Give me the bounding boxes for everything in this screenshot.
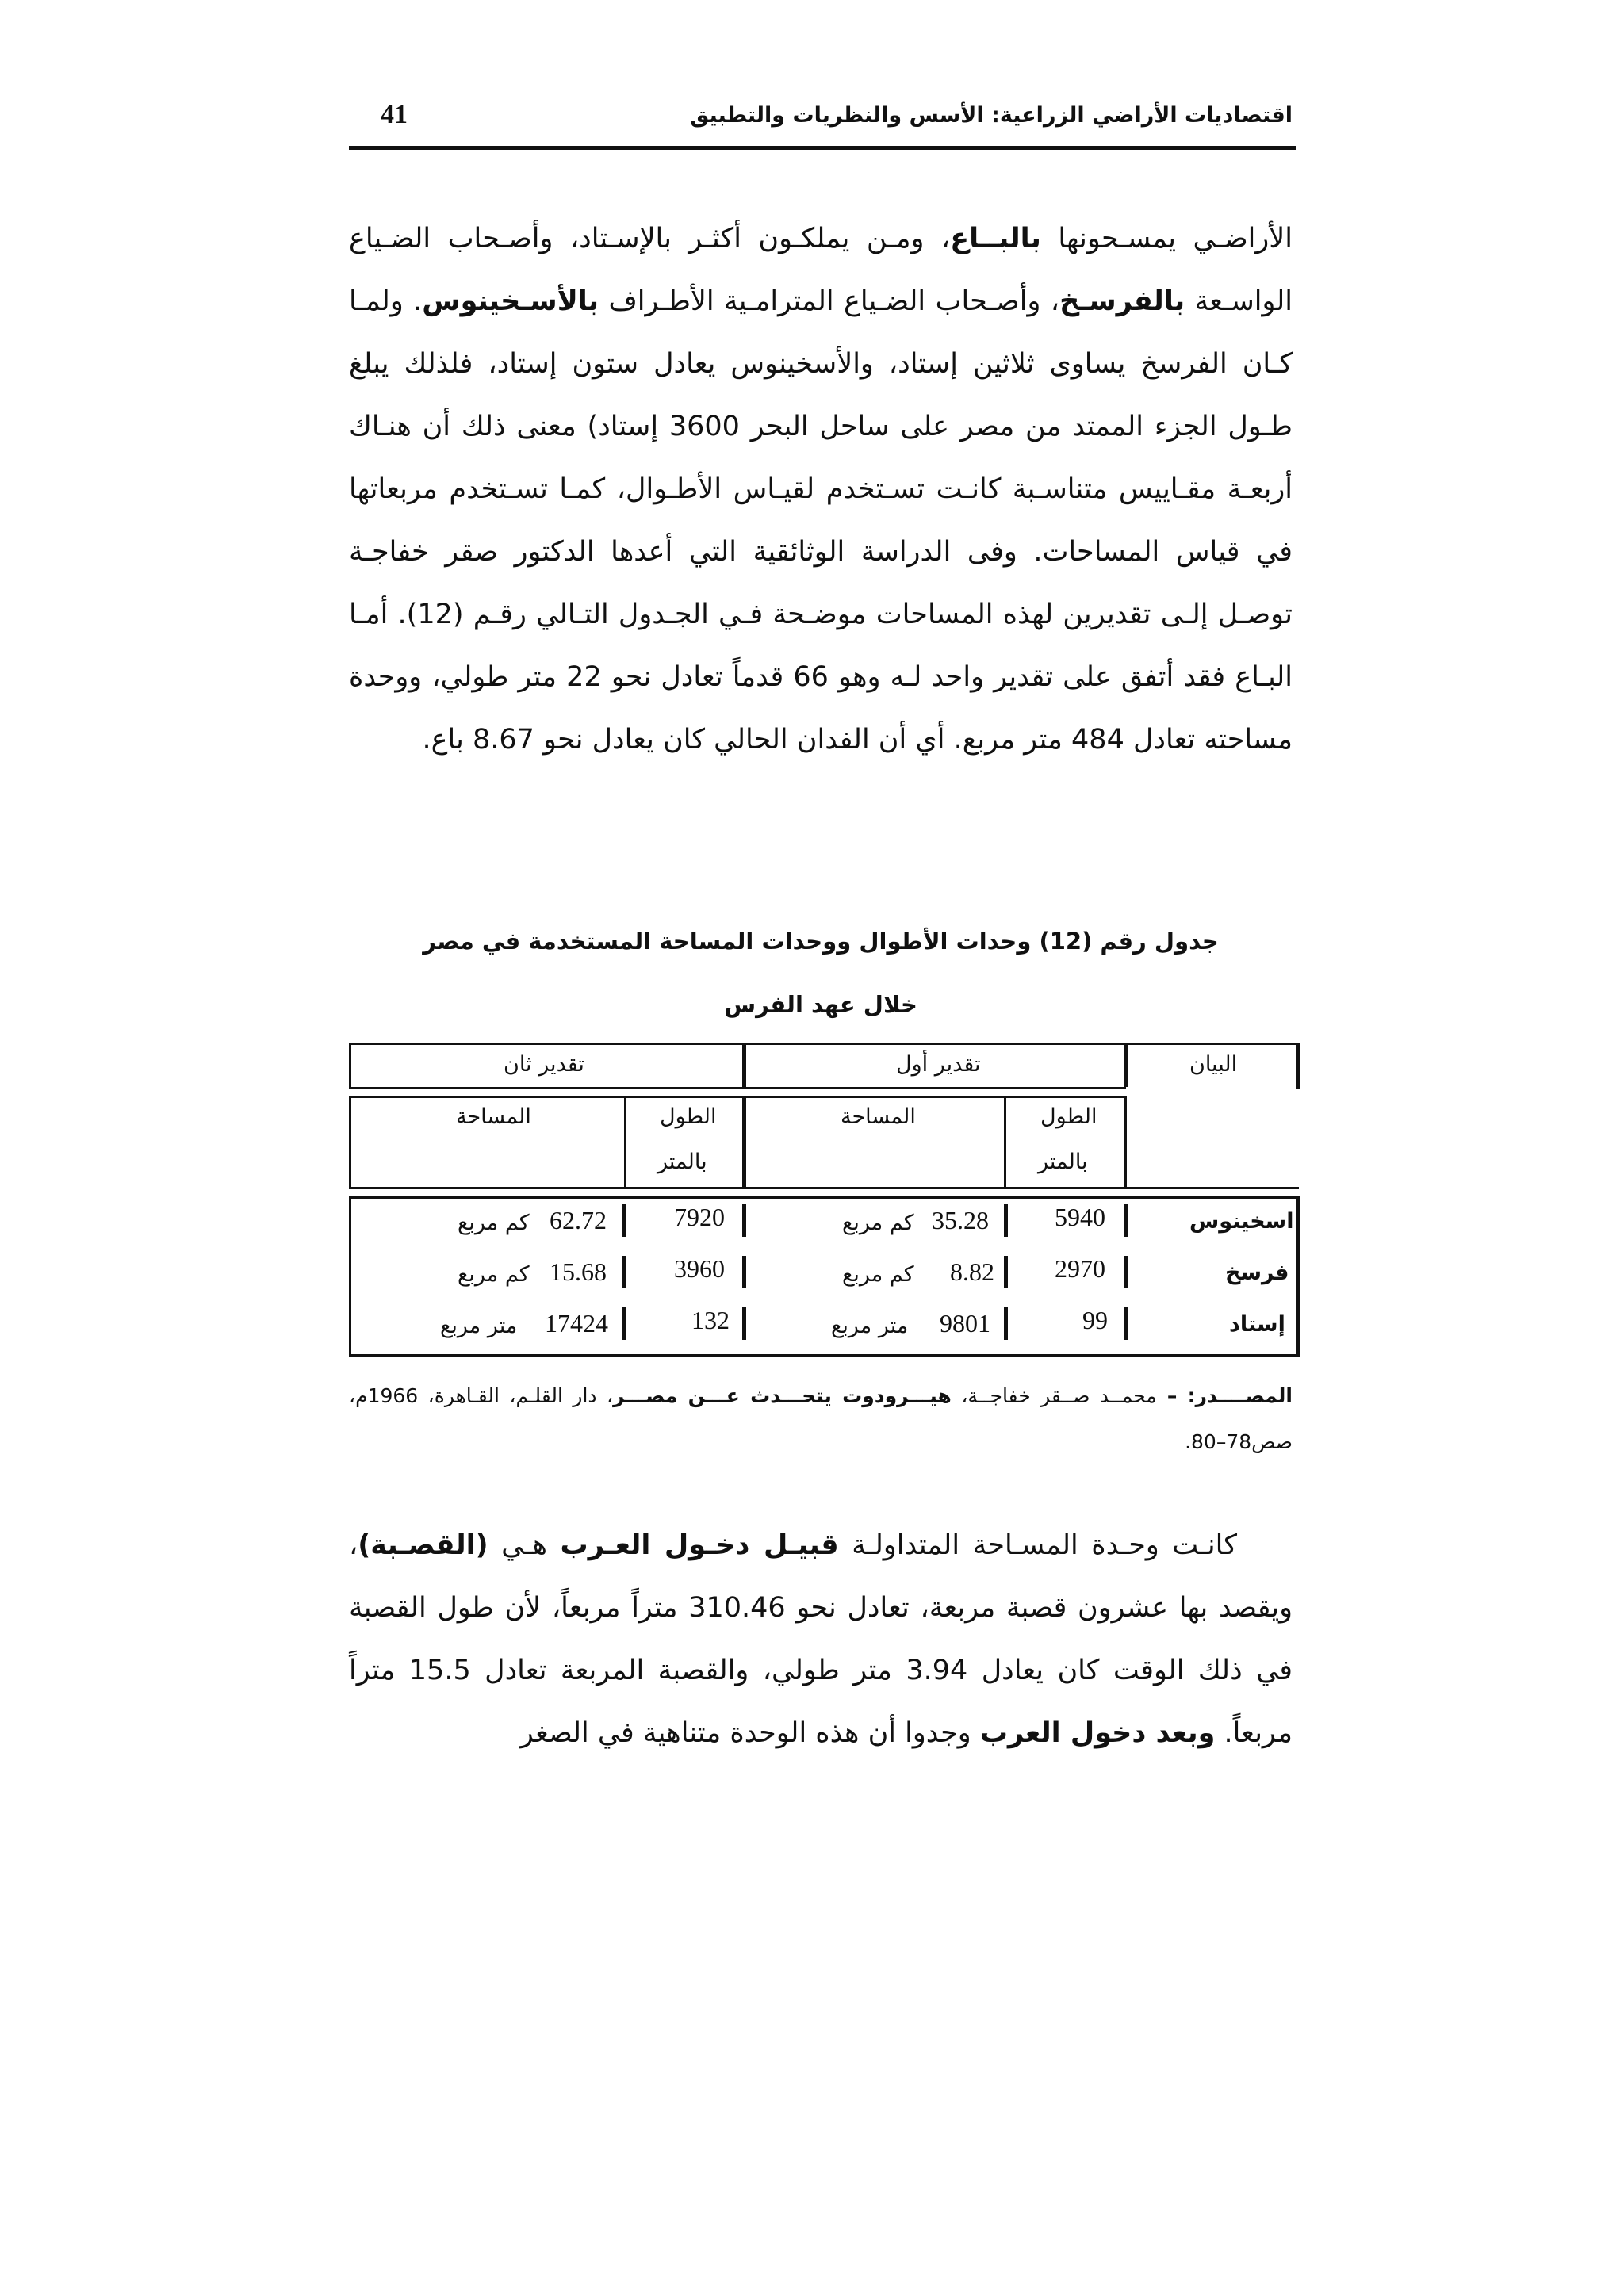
area-value: 62.72	[550, 1206, 607, 1234]
units-table	[349, 1043, 1300, 1360]
running-title: اقتصاديات الأراضي الزراعية: الأسس والنظريات والتطبيق	[690, 103, 1293, 128]
text-run: ، دار القلـم، القـاهرة، 1966م، صص78–80.	[349, 1384, 1293, 1453]
text-run: ، وأصـحاب الضـياع المترامـية الأطـراف	[599, 285, 1060, 317]
subheader-length: الطول	[660, 1104, 717, 1129]
bold-term: بالفرسـخ	[1059, 285, 1185, 317]
length-cell: 2970	[1055, 1254, 1105, 1283]
header-item: البيان	[1189, 1052, 1238, 1077]
page-number: 41	[381, 100, 408, 129]
area-value: 17424	[545, 1309, 608, 1337]
table-caption: جدول رقم (12) وحدات الأطوال ووحدات المساحة المستخدمة في مصر	[423, 928, 1219, 955]
bold-term: بالأسـخينوس	[422, 285, 599, 317]
length-cell: 132	[691, 1306, 730, 1334]
subheader-area: المساحة	[456, 1104, 531, 1129]
length-cell: 99	[1082, 1306, 1108, 1334]
bold-term: (القصـبة)	[358, 1529, 488, 1561]
area-value: 8.82	[950, 1257, 994, 1286]
area-value: 35.28	[932, 1206, 989, 1234]
page-header	[349, 100, 1293, 151]
area-unit: كم مربع	[458, 1262, 530, 1287]
text-run: محمــد صــقر خفاجــة،	[951, 1384, 1157, 1407]
text-run: هـي	[488, 1529, 561, 1561]
body-paragraph-2	[349, 1514, 1293, 1765]
area-unit: متر مربع	[440, 1314, 518, 1338]
area-value: 15.68	[550, 1257, 607, 1286]
source-label: المصــــدر: –	[1156, 1384, 1293, 1407]
length-cell: 3960	[674, 1254, 725, 1283]
length-cell: 7920	[674, 1203, 725, 1231]
row-label: فرسخ	[1225, 1261, 1289, 1285]
area-value: 9801	[940, 1309, 990, 1337]
subheader-length-unit: بالمتر	[1038, 1150, 1088, 1174]
text-run: ، ومـن يملكـون أكثـر بالإسـتاد، وأصـحاب الضـياع الواسـعة	[349, 223, 1293, 317]
row-label: إستاد	[1229, 1312, 1285, 1337]
subheader-length: الطول	[1040, 1104, 1097, 1129]
header-estimate-1: تقدير أول	[896, 1052, 981, 1077]
text-run: . ولمـا كـان الفرسخ يساوى ثلاثين إستاد، والأسخينوس يعادل ستون إستاد، فلذلك يبلغ طـول الجزء الممتد من مصر على ساحل البحر 3600 إستاد) معنى ذلك أن هنـاك أربعـة مقـاييس متناسـبة كانـت تسـتخدم لقيـاس الأطـوال، كمـا تسـتخدم مربعاتها في قياس المساحات. وفى الدراسة الوثائقية التي أعدها الدكتور صقر خفاجـة توصـل إلـى تقديرين لهذه المساحات موضـحة فـي الجـدول التـالي رقـم (12). أمـا البـاع فقد أتفق على تقدير واحد لـه وهو 66 قدماً تعادل نحو 22 متر طولي، ووحدة مساحته تعادل 484 متر مربع. أي أن الفدان الحالي كان يعادل نحو 8.67 باع.	[349, 285, 1293, 756]
bold-term: بالبــاع	[950, 223, 1041, 254]
header-rule	[349, 146, 1296, 150]
text-run: الأراضـي يمسـحونها	[1040, 223, 1293, 254]
area-unit: كم مربع	[458, 1211, 530, 1235]
bold-term: وبعد دخول العرب	[979, 1717, 1216, 1749]
area-unit: كم مربع	[842, 1262, 914, 1287]
row-label: اسخينوس	[1189, 1209, 1294, 1234]
header-estimate-2: تقدير ثان	[504, 1052, 584, 1077]
table-source-note	[349, 1373, 1293, 1465]
table-subcaption: خلال عهد الفرس	[724, 991, 917, 1018]
length-cell: 5940	[1055, 1203, 1105, 1231]
book-title: هيـــرودوت يتحـــدث عـــن مصـــر	[613, 1384, 952, 1407]
text-run: كانـت وحـدة المسـاحة المتداولـة	[838, 1529, 1237, 1561]
body-paragraph-1	[349, 208, 1293, 771]
area-unit: كم مربع	[842, 1211, 914, 1235]
subheader-length-unit: بالمتر	[657, 1150, 707, 1174]
area-unit: متر مربع	[831, 1314, 909, 1338]
bold-term: قبيـل دخـول العـرب	[560, 1529, 839, 1561]
text-run: ، ويقصد بها عشرون قصبة مربعة، تعادل نحو 310.46 متراً مربعاً، لأن طول القصبة في ذلك الوقت كان يعادل 3.94 متر طولي، والقصبة المربعة تعادل 15.5 متراً مربعاً.	[349, 1529, 1293, 1749]
text-run: وجدوا أن هذه الوحدة متناهية في الصغر	[519, 1717, 980, 1749]
subheader-area: المساحة	[841, 1104, 916, 1129]
